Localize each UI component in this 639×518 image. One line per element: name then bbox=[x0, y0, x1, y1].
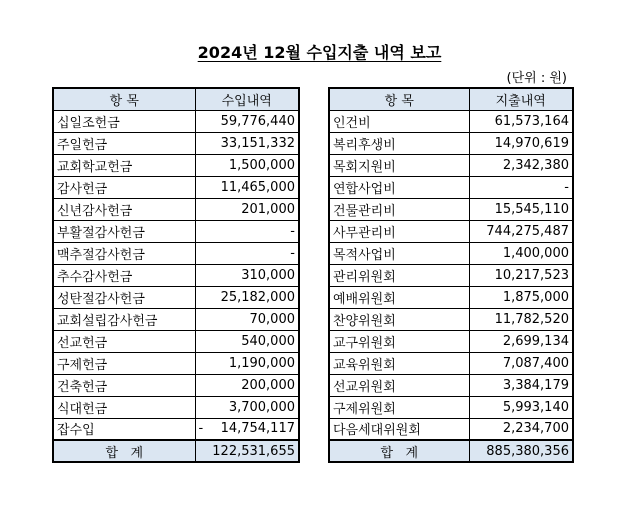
expense-item-name: 인건비 bbox=[329, 110, 469, 132]
expense-item-name: 구제위원회 bbox=[329, 396, 469, 418]
income-row bbox=[53, 286, 299, 308]
expense-item-amount bbox=[469, 330, 573, 352]
income-header-amount: 수입내역 bbox=[195, 88, 299, 110]
income-row bbox=[53, 308, 299, 330]
expense-item-name: 사무관리비 bbox=[329, 220, 469, 242]
expense-header-row bbox=[329, 88, 573, 110]
income-item-name: 십일조헌금 bbox=[53, 110, 195, 132]
expense-amount-value: - bbox=[564, 179, 569, 195]
expense-item-name: 찬양위원회 bbox=[329, 308, 469, 330]
income-total-amount: 122,531,655 bbox=[195, 440, 299, 462]
income-item-name: 선교헌금 bbox=[53, 330, 195, 352]
expense-item-name: 목회지원비 bbox=[329, 154, 469, 176]
expense-table bbox=[328, 87, 574, 463]
expense-item-name: 연합사업비 bbox=[329, 176, 469, 198]
expense-row bbox=[329, 264, 573, 286]
expense-item-name: 교육위원회 bbox=[329, 352, 469, 374]
expense-row bbox=[329, 330, 573, 352]
expense-amount-value: 10,217,523 bbox=[494, 267, 569, 283]
income-row bbox=[53, 220, 299, 242]
expense-item-name: 예배위원회 bbox=[329, 286, 469, 308]
income-item-name: 부활절감사헌금 bbox=[53, 220, 195, 242]
income-item-amount bbox=[195, 110, 299, 132]
income-item-name: 추수감사헌금 bbox=[53, 264, 195, 286]
report-title bbox=[0, 40, 639, 63]
income-row bbox=[53, 198, 299, 220]
income-item-amount bbox=[195, 352, 299, 374]
income-item-name: 구제헌금 bbox=[53, 352, 195, 374]
expense-row bbox=[329, 396, 573, 418]
expense-amount-value: 744,275,487 bbox=[486, 223, 569, 239]
income-amount-value: 3,700,000 bbox=[228, 399, 295, 415]
income-item-amount bbox=[195, 176, 299, 198]
expense-row bbox=[329, 418, 573, 440]
report-title-text: 2024년 12월 수입지출 내역 보고 bbox=[197, 43, 442, 62]
expense-item-name: 목적사업비 bbox=[329, 242, 469, 264]
income-item-name: 식대헌금 bbox=[53, 396, 195, 418]
income-item-amount bbox=[195, 198, 299, 220]
income-row bbox=[53, 242, 299, 264]
expense-item-amount bbox=[469, 396, 573, 418]
expense-amount-value: 2,342,380 bbox=[502, 157, 569, 173]
income-amount-value: 1,500,000 bbox=[228, 157, 295, 173]
income-item-name: 성탄절감사헌금 bbox=[53, 286, 195, 308]
income-amount-value: 33,151,332 bbox=[220, 135, 295, 151]
income-total-row bbox=[53, 440, 299, 462]
income-row bbox=[53, 132, 299, 154]
expense-item-amount bbox=[469, 286, 573, 308]
income-amount-value: 14,754,117 bbox=[220, 421, 295, 437]
income-row bbox=[53, 264, 299, 286]
income-item-amount bbox=[195, 154, 299, 176]
expense-item-amount bbox=[469, 110, 573, 132]
expense-item-name: 건물관리비 bbox=[329, 198, 469, 220]
income-item-name: 교회설립감사헌금 bbox=[53, 308, 195, 330]
income-amount-value: 11,465,000 bbox=[220, 179, 295, 195]
expense-row bbox=[329, 352, 573, 374]
expense-amount-value: 1,400,000 bbox=[502, 245, 569, 261]
income-item-amount bbox=[195, 132, 299, 154]
expense-amount-value: 3,384,179 bbox=[502, 377, 569, 393]
income-item-amount bbox=[195, 374, 299, 396]
expense-total-label: 합 계 bbox=[329, 440, 469, 462]
income-row bbox=[53, 176, 299, 198]
expense-item-name: 다음세대위원회 bbox=[329, 418, 469, 440]
income-amount-value: 310,000 bbox=[241, 267, 295, 283]
income-item-amount bbox=[195, 330, 299, 352]
income-item-amount bbox=[195, 220, 299, 242]
expense-item-amount bbox=[469, 374, 573, 396]
income-item-name: 교회학교헌금 bbox=[53, 154, 195, 176]
income-total-label: 합 계 bbox=[53, 440, 195, 462]
income-item-amount bbox=[195, 418, 299, 440]
expense-item-amount bbox=[469, 176, 573, 198]
expense-row bbox=[329, 242, 573, 264]
income-row bbox=[53, 418, 299, 440]
expense-item-amount bbox=[469, 308, 573, 330]
expense-row bbox=[329, 286, 573, 308]
expense-row bbox=[329, 308, 573, 330]
income-amount-value: 540,000 bbox=[241, 333, 295, 349]
income-row bbox=[53, 374, 299, 396]
expense-row bbox=[329, 198, 573, 220]
income-amount-value: 1,190,000 bbox=[228, 355, 295, 371]
income-header-row bbox=[53, 88, 299, 110]
expense-item-amount bbox=[469, 352, 573, 374]
expense-item-amount bbox=[469, 220, 573, 242]
income-item-name: 맥추절감사헌금 bbox=[53, 242, 195, 264]
expense-total-amount: 885,380,356 bbox=[469, 440, 573, 462]
income-amount-value: - bbox=[290, 223, 295, 239]
expense-item-amount bbox=[469, 132, 573, 154]
income-amount-value: 25,182,000 bbox=[220, 289, 295, 305]
expense-amount-value: 2,234,700 bbox=[502, 421, 569, 437]
expense-item-name: 관리위원회 bbox=[329, 264, 469, 286]
expense-row bbox=[329, 132, 573, 154]
expense-header-item: 항 목 bbox=[329, 88, 469, 110]
income-table bbox=[52, 87, 300, 463]
expense-amount-value: 2,699,134 bbox=[502, 333, 569, 349]
income-row bbox=[53, 352, 299, 374]
expense-row bbox=[329, 176, 573, 198]
expense-row bbox=[329, 374, 573, 396]
expense-amount-value: 15,545,110 bbox=[494, 201, 569, 217]
income-row bbox=[53, 330, 299, 352]
income-row bbox=[53, 396, 299, 418]
income-item-amount bbox=[195, 242, 299, 264]
income-amount-value: - bbox=[290, 245, 295, 261]
expense-amount-value: 7,087,400 bbox=[502, 355, 569, 371]
income-header-item: 항 목 bbox=[53, 88, 195, 110]
expense-amount-value: 5,993,140 bbox=[502, 399, 569, 415]
income-item-name: 주일헌금 bbox=[53, 132, 195, 154]
expense-item-name: 복리후생비 bbox=[329, 132, 469, 154]
income-amount-value: 201,000 bbox=[241, 201, 295, 217]
expense-amount-value: 1,875,000 bbox=[502, 289, 569, 305]
income-row bbox=[53, 110, 299, 132]
expense-item-amount bbox=[469, 264, 573, 286]
income-amount-value: 200,000 bbox=[241, 377, 295, 393]
income-amount-value: 59,776,440 bbox=[220, 113, 295, 129]
income-item-amount bbox=[195, 264, 299, 286]
income-item-amount bbox=[195, 396, 299, 418]
expense-row bbox=[329, 154, 573, 176]
income-item-name: 건축헌금 bbox=[53, 374, 195, 396]
expense-item-amount bbox=[469, 198, 573, 220]
expense-item-amount bbox=[469, 418, 573, 440]
expense-item-amount bbox=[469, 154, 573, 176]
income-amount-value: 70,000 bbox=[249, 311, 295, 327]
expense-total-row bbox=[329, 440, 573, 462]
expense-amount-value: 14,970,619 bbox=[494, 135, 569, 151]
expense-item-name: 교구위원회 bbox=[329, 330, 469, 352]
expense-amount-value: 61,573,164 bbox=[494, 113, 569, 129]
income-row bbox=[53, 154, 299, 176]
expense-row bbox=[329, 220, 573, 242]
income-item-amount bbox=[195, 308, 299, 330]
expense-item-name: 선교위원회 bbox=[329, 374, 469, 396]
income-amount-prefix: - bbox=[198, 421, 204, 437]
expense-row bbox=[329, 110, 573, 132]
income-item-name: 신년감사헌금 bbox=[53, 198, 195, 220]
expense-item-amount bbox=[469, 242, 573, 264]
expense-amount-value: 11,782,520 bbox=[494, 311, 569, 327]
expense-header-amount: 지출내역 bbox=[469, 88, 573, 110]
income-item-amount bbox=[195, 286, 299, 308]
income-item-name: 잡수입 bbox=[53, 418, 195, 440]
income-item-name: 감사헌금 bbox=[53, 176, 195, 198]
unit-label: (단위 : 원) bbox=[506, 71, 567, 86]
